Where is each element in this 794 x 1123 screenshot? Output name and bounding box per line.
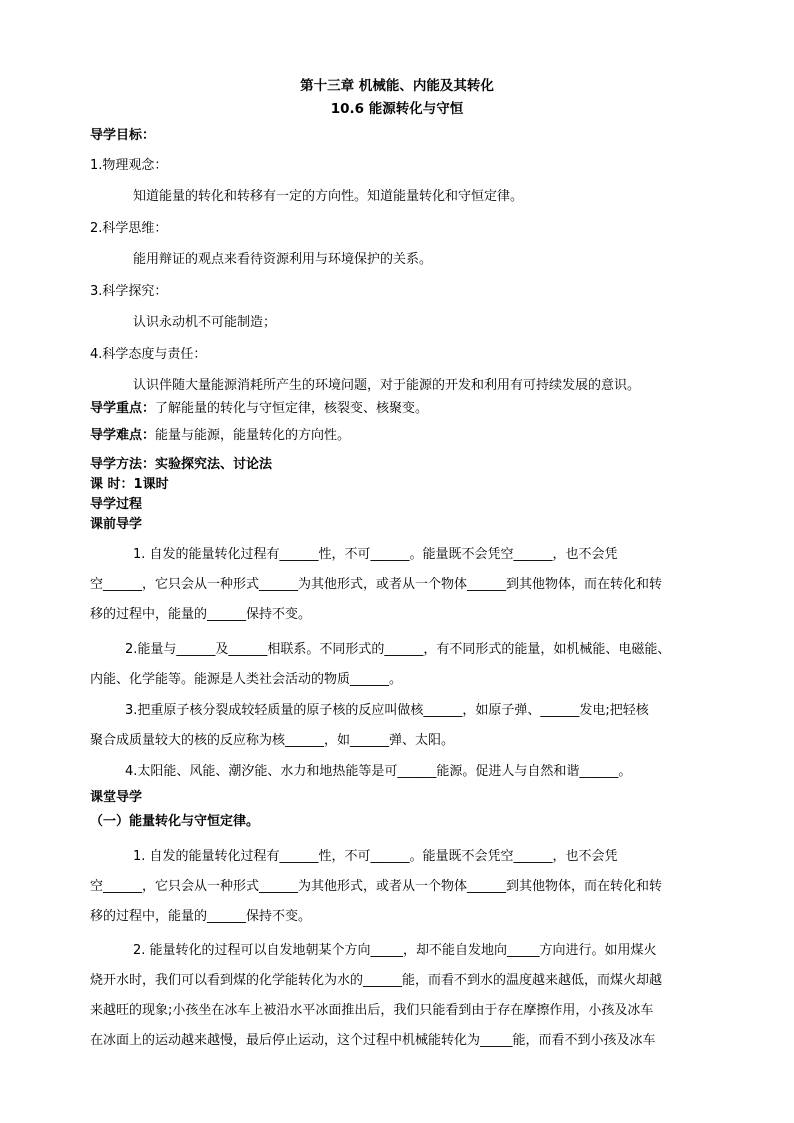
- in-class-line: 移的过程中，能量的______保持不变。: [90, 909, 312, 924]
- key-points: [90, 401, 428, 417]
- process-heading: 导学过程: [90, 497, 143, 512]
- goal-title: 2.科学思维：: [90, 221, 168, 236]
- difficulty-label: 导学难点：: [90, 428, 156, 443]
- pre-class-line: 3.把重原子核分裂成较轻质量的原子核的反应叫做核______，如原子弹、______发电;把轻核: [125, 703, 649, 718]
- in-class-subheading: （一）能量转化与守恒定律。: [90, 814, 260, 829]
- pre-class-line: 内能、化学能等。能源是人类社会活动的物质______。: [90, 672, 403, 687]
- goal-title: 4.科学态度与责任：: [90, 347, 207, 362]
- pre-class-line: 4.太阳能、风能、潮汐能、水力和地热能等是可______能源。促进人与自然和谐______。: [125, 764, 632, 779]
- chapter-title: 第十三章 机械能、内能及其转化: [300, 78, 494, 94]
- in-class-line: 来越旺的现象;小孩坐在冰车上被沿水平冰面推出后，我们只能看到由于存在摩擦作用，小孩及冰车: [90, 1003, 654, 1018]
- goal-text: 认识永动机不可能制造；: [133, 315, 277, 330]
- in-class-line: 2. 能量转化的过程可以自发地朝某个方向_____，却不能自发地向_____方向进行。如用煤火: [133, 943, 657, 958]
- goal-text: 知道能量的转化和转移有一定的方向性。知道能量转化和守恒定律。: [133, 189, 524, 204]
- pre-class-line: 1. 自发的能量转化过程有______性，不可______。能量既不会凭空______，也不会凭: [133, 547, 618, 562]
- key-points-text: 了解能量的转化与守恒定律，核裂变、核聚变。: [155, 401, 429, 416]
- goals-heading: 导学目标：: [90, 128, 156, 143]
- pre-class-line: 2.能量与______及______相联系。不同形式的______，有不同形式的能量，如机械能、电磁能、: [125, 642, 671, 657]
- goal-text: 认识伴随大量能源消耗所产生的环境问题，对于能源的开发和利用有可持续发展的意识。: [133, 378, 641, 393]
- in-class-line: 空______，它只会从一种形式______为其他形式，或者从一个物体______到其他物体，而在转化和转: [90, 879, 663, 894]
- pre-class-line: 移的过程中，能量的______保持不变。: [90, 607, 312, 622]
- section-title: 10.6 能源转化与守恒: [330, 101, 464, 117]
- goal-title: 3.科学探究：: [90, 284, 168, 299]
- in-class-line: 在冰面上的运动越来越慢，最后停止运动，这个过程中机械能转化为_____能，而看不到小孩及冰车: [90, 1033, 656, 1048]
- in-class-line: 烧开水时，我们可以看到煤的化学能转化为水的______能，而看不到水的温度越来越低，而煤火却越: [90, 973, 663, 988]
- pre-class-line: 聚合成质量较大的核的反应称为核______，如______弹、太阳。: [90, 733, 455, 748]
- pre-class-heading: 课前导学: [90, 517, 143, 532]
- in-class-line: 1. 自发的能量转化过程有______性，不可______。能量既不会凭空______，也不会凭: [133, 849, 618, 864]
- key-points-label: 导学重点：: [90, 401, 156, 416]
- difficulty-points: [90, 428, 350, 444]
- period-line: 课 时：1课时: [90, 477, 169, 492]
- difficulty-text: 能量与能源，能量转化的方向性。: [155, 428, 351, 443]
- method-line: 导学方法：实验探究法、讨论法: [90, 457, 273, 472]
- pre-class-line: 空______，它只会从一种形式______为其他形式，或者从一个物体______到其他物体，而在转化和转: [90, 577, 663, 592]
- goal-title: 1.物理观念：: [90, 158, 168, 173]
- goal-text: 能用辩证的观点来看待资源利用与环境保护的关系。: [133, 252, 433, 267]
- in-class-heading: 课堂导学: [90, 790, 143, 805]
